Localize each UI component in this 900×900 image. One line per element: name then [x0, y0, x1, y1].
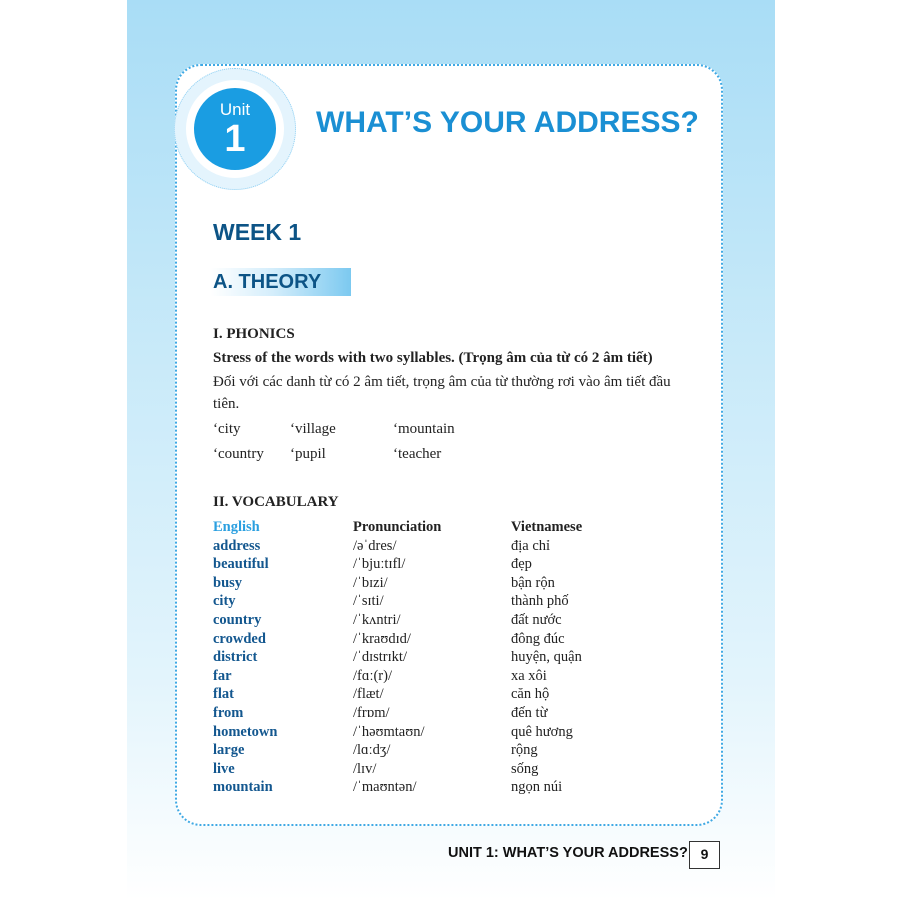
vocab-pronunciation: /ˈkʌntri/ — [353, 611, 401, 628]
column-header-pronunciation: Pronunciation — [353, 519, 442, 535]
theory-banner — [211, 268, 351, 296]
vocab-pronunciation: /lɑːdʒ/ — [353, 742, 391, 759]
footer-running-title: UNIT 1: WHAT’S YOUR ADDRESS? — [448, 845, 688, 861]
phonics-heading: I. PHONICS — [213, 326, 295, 342]
vocab-pronunciation: /frɒm/ — [353, 704, 390, 721]
vocab-vietnamese: rộng — [511, 742, 538, 759]
vocab-vietnamese: quê hương — [511, 723, 573, 740]
phonics-example: ‘city — [213, 421, 241, 437]
column-header-english: English — [213, 519, 260, 535]
column-header-vietnamese: Vietnamese — [511, 519, 583, 535]
phonics-example: ‘country — [213, 446, 264, 462]
vocab-english: large — [213, 742, 245, 759]
vocab-pronunciation: /ˈbɪzi/ — [353, 574, 388, 591]
vocab-pronunciation: /ˈhəʊmtaʊn/ — [353, 723, 425, 740]
unit-label: Unit — [219, 100, 251, 119]
vocabulary-heading: II. VOCABULARY — [213, 494, 339, 510]
vocab-pronunciation: /fɑː(r)/ — [353, 667, 392, 684]
theory-heading: A. THEORY — [213, 271, 322, 293]
vocab-pronunciation: /ˈmaʊntən/ — [353, 779, 417, 796]
vocab-pronunciation: /ˈbjuːtɪfl/ — [353, 556, 406, 573]
phonics-example: ‘village — [290, 421, 336, 437]
vocab-english: beautiful — [213, 556, 269, 573]
vocab-english: from — [213, 704, 244, 721]
vocab-vietnamese: ngọn núi — [511, 779, 563, 796]
vocab-pronunciation: /əˈdres/ — [353, 537, 397, 554]
vocab-pronunciation: /lɪv/ — [353, 760, 377, 777]
vocab-english: address — [213, 537, 261, 554]
phonics-example: ‘teacher — [393, 446, 442, 462]
unit-badge — [194, 88, 276, 170]
unit-number: 1 — [224, 118, 246, 160]
vocab-english: far — [213, 667, 232, 684]
unit-title: WHAT’S YOUR ADDRESS? — [316, 106, 699, 139]
vocab-english: busy — [213, 574, 243, 591]
phonics-explanation-line2: tiên. — [213, 396, 240, 412]
page-number: 9 — [689, 841, 720, 869]
vocab-english: live — [213, 760, 235, 777]
vocab-english: district — [213, 649, 258, 666]
vocab-vietnamese: đông đúc — [511, 630, 565, 647]
week-heading: WEEK 1 — [213, 219, 302, 245]
vocab-vietnamese: căn hộ — [511, 686, 550, 703]
vocab-english: hometown — [213, 723, 278, 740]
vocab-pronunciation: /ˈsɪti/ — [353, 593, 384, 610]
vocab-vietnamese: địa chỉ — [511, 537, 551, 554]
vocab-pronunciation: /ˈkraʊdɪd/ — [353, 630, 411, 647]
vocab-vietnamese: đất nước — [511, 611, 562, 628]
vocab-english: city — [213, 593, 236, 610]
vocab-vietnamese: đẹp — [511, 556, 532, 573]
vocab-vietnamese: thành phố — [511, 593, 569, 610]
vocab-english: mountain — [213, 779, 273, 796]
vocab-vietnamese: bận rộn — [511, 574, 555, 591]
vocab-vietnamese: xa xôi — [511, 667, 547, 684]
vocab-vietnamese: đến từ — [511, 704, 548, 721]
vocab-pronunciation: /flæt/ — [353, 686, 384, 703]
phonics-subheading: Stress of the words with two syllables. (Trọng âm của từ có 2 âm tiết) — [213, 350, 653, 366]
vocab-english: crowded — [213, 630, 266, 647]
phonics-example: ‘mountain — [393, 421, 455, 437]
vocab-pronunciation: /ˈdɪstrɪkt/ — [353, 649, 407, 666]
vocab-english: flat — [213, 686, 234, 703]
phonics-explanation-line1: Đối với các danh từ có 2 âm tiết, trọng âm của từ thường rơi vào âm tiết đầu — [213, 374, 671, 390]
phonics-example: ‘pupil — [290, 446, 326, 462]
vocab-vietnamese: sống — [511, 760, 539, 777]
vocab-english: country — [213, 611, 262, 628]
vocab-vietnamese: huyện, quận — [511, 649, 582, 666]
